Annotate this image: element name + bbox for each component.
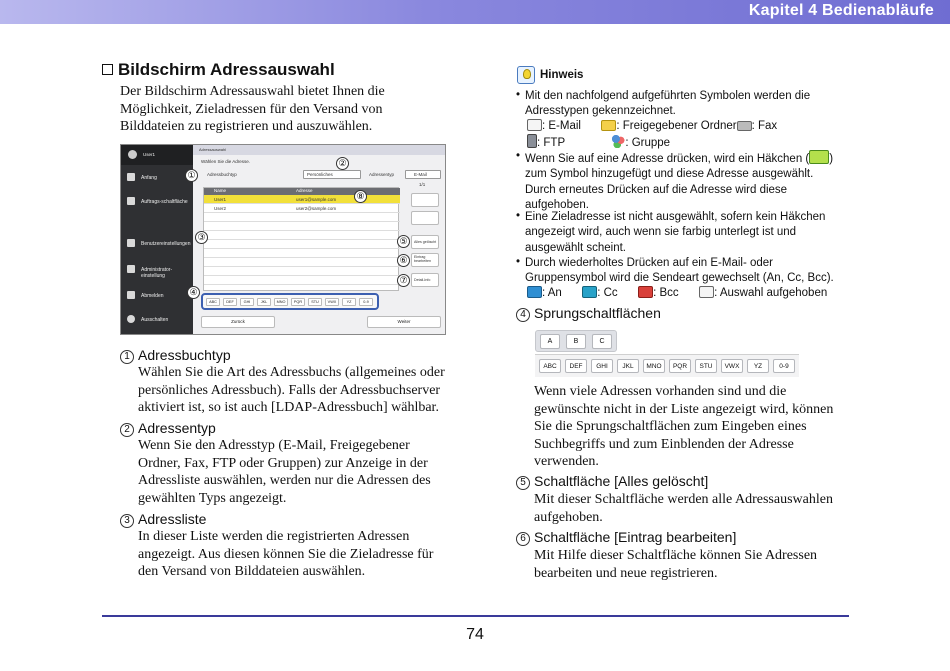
bullet-icon: •: [516, 256, 521, 268]
item-title-text: Adressentyp: [138, 420, 216, 436]
desc-line: verwenden.: [534, 454, 599, 469]
callout-7: ⑦: [397, 274, 410, 287]
edit-entry-label: Eintrag bearbeiten: [414, 255, 431, 263]
screenshot-address-list: [203, 187, 399, 291]
bullet-icon: •: [516, 210, 521, 222]
symbol-label: : Cc: [597, 287, 618, 299]
section-title-text: Bildschirm Adressauswahl: [118, 60, 335, 79]
screenshot-sidebar-item: [121, 193, 193, 211]
desc-line: In dieser Liste werden die registrierten Adressen: [138, 529, 410, 544]
addresstype-select: [405, 170, 441, 179]
list-row: [204, 231, 400, 240]
intro-line: Der Bildschirm Adressauswahl bietet Ihnen die: [120, 84, 385, 99]
item-title-text: Schaltfläche [Eintrag bearbeiten]: [534, 529, 737, 545]
mail-icon: [527, 119, 542, 131]
to-icon: [527, 286, 542, 298]
symbol-label: : FTP: [537, 137, 565, 149]
page-count: 1/1: [419, 182, 426, 187]
row-address: user2@sample.com: [296, 206, 337, 211]
screenshot-sidebar-item: [121, 311, 193, 329]
item-5-desc: [534, 491, 833, 526]
ftp-icon: [527, 134, 537, 148]
sidebar-label: Abmelden: [141, 293, 164, 299]
detail-info-button: [411, 273, 439, 287]
jump-key: 0-9: [359, 298, 373, 306]
item-title-text: Adressbuchtyp: [138, 347, 231, 363]
jump-bar-key: JKL: [617, 359, 639, 373]
list-row: [204, 249, 400, 258]
list-row: [204, 258, 400, 267]
item-5-title: [516, 473, 708, 490]
jump-bar-key: ABC: [539, 359, 561, 373]
hint-bullet-2: [525, 150, 833, 213]
desc-line: Mit Hilfe dieser Schaltfläche können Sie Adressen: [534, 548, 818, 563]
hint-line: ausgewählt scheint.: [525, 241, 627, 254]
desc-line: gewünschte nicht in der Liste angezeigt wird, können: [534, 401, 834, 417]
jump-bar-key: VWX: [721, 359, 743, 373]
jump-popup-key: C: [592, 334, 612, 349]
item-2-desc: [138, 437, 431, 507]
callout-1: ①: [185, 169, 198, 182]
hint-line: Gruppensymbol wird die Sendeart gewechselt (An, Cc, Bcc).: [525, 272, 834, 285]
callout-8: ⑧: [354, 190, 367, 203]
hint-bullet-1: [525, 89, 810, 120]
screenshot-user: [121, 145, 193, 165]
desc-line: Adressliste auswählen, werden nur die Adressen des: [138, 473, 431, 488]
hint-line: zum Symbol hinzugefügt und diese Adresse ausgewählt.: [525, 168, 814, 181]
hint-line: aufgehoben.: [525, 198, 589, 211]
hint-icon: [517, 66, 535, 84]
item-number: 1: [120, 350, 134, 364]
scroll-up-button: [411, 193, 439, 207]
bullet-icon: •: [516, 89, 521, 101]
symbol-label: : Freigegebener Ordner: [616, 120, 737, 132]
jump-key: VWX: [325, 298, 339, 306]
jump-bar-key: PQR: [669, 359, 691, 373]
bullet-icon: •: [516, 150, 521, 162]
item-number: 5: [516, 476, 530, 490]
jump-bar-key: YZ: [747, 359, 769, 373]
symbol-label: : An: [542, 287, 562, 299]
back-button: [201, 316, 275, 328]
logout-icon: [127, 291, 135, 299]
item-6-desc: [534, 547, 817, 582]
item-2-title: [120, 420, 216, 437]
sidebar-label: Anfang: [141, 175, 157, 181]
sidebar-label: Administrator-einstellung: [141, 267, 173, 279]
screenshot-sidebar-item: [121, 287, 193, 305]
jump-key: PQR: [291, 298, 305, 306]
section-title: [102, 60, 335, 80]
item-4-desc: [534, 383, 833, 471]
item-3-title: [120, 511, 206, 528]
next-label: Weiter: [397, 319, 411, 324]
list-row: [204, 267, 400, 276]
home-icon: [127, 173, 135, 181]
desc-line: Sie die Sprungschaltflächen zum Eingeben eines: [534, 419, 807, 434]
desc-line: den Versand von Bilddateien auswählen.: [138, 564, 366, 579]
hint-line: ): [829, 153, 834, 165]
screenshot-sidebar: [121, 145, 193, 335]
hint-line: Wenn Sie auf eine Adresse drücken, wird ein Häkchen (: [525, 153, 810, 165]
symbol-row-2: [527, 134, 670, 151]
list-row: [204, 213, 400, 222]
intro-paragraph: [120, 83, 385, 136]
addressbook-label: Adressbuchtyp: [207, 172, 237, 177]
scroll-down-button: [411, 211, 439, 225]
item-number: 4: [516, 308, 530, 322]
jump-buttons-image: [535, 330, 799, 377]
sidebar-label: Ausschalten: [141, 317, 169, 323]
jump-popup-key: A: [540, 334, 560, 349]
symbol-label: : Auswahl aufgehoben: [714, 287, 828, 299]
item-3-desc: [138, 528, 433, 581]
hint-line: Mit den nachfolgend aufgeführten Symbolen werden die: [525, 90, 811, 102]
jump-bar: [535, 354, 799, 377]
screenshot-sidebar-item: [121, 261, 193, 279]
clear-icon: [699, 286, 714, 298]
addresstype-label: Adressentyp: [369, 172, 395, 177]
callout-4: ④: [187, 286, 200, 299]
user-settings-icon: [127, 239, 135, 247]
row-address: user1@sample.com: [296, 197, 337, 202]
desc-line: Suchbegriffs und zum Einblenden der Adresse: [534, 436, 794, 452]
item-title-text: Schaltfläche [Alles gelöscht]: [534, 473, 709, 489]
screenshot-sidebar-item: [121, 169, 193, 187]
desc-line: Ordner, Fax, FTP oder Gruppen) zur Anzeige in der: [138, 455, 428, 471]
desc-line: Wenn viele Adressen vorhanden sind und die: [534, 384, 787, 399]
hint-line: angezeigt wird, auch wenn sie farbig unterlegt ist und: [525, 226, 797, 239]
chapter-title: Kapitel 4 Bedienabläufe: [748, 2, 934, 19]
job-button-icon: [127, 197, 135, 205]
row-name: User2: [214, 206, 227, 211]
hint-line: Durch erneutes Drücken auf die Adresse wird diese: [525, 183, 788, 196]
bcc-icon: [638, 286, 653, 298]
symbol-label: : Fax: [751, 120, 778, 132]
item-4-title: [516, 305, 661, 322]
page-number: 74: [466, 626, 484, 643]
clear-all-label: Alles gelöscht: [414, 240, 437, 244]
sidebar-label: Benutzereinstellungen: [141, 241, 191, 247]
detail-info-label: Detail-Info: [414, 278, 431, 282]
list-header: [204, 188, 400, 195]
sidebar-label: Auftrags-schaltfläche: [141, 199, 188, 205]
screenshot-sidebar-item: [121, 235, 193, 253]
jump-key: GHI: [240, 298, 254, 306]
symbol-label: : Bcc: [653, 287, 679, 299]
edit-entry-button: [411, 253, 439, 267]
symbol-label: : Gruppe: [625, 137, 671, 149]
jump-key: STU: [308, 298, 322, 306]
hint-line: Eine Zieladresse ist nicht ausgewählt, sofern kein Häkchen: [525, 211, 826, 223]
item-number: 3: [120, 514, 134, 528]
jump-bar-key: 0-9: [773, 359, 795, 373]
screenshot-prompt: Wählen Sie die Adresse.: [201, 159, 251, 164]
jump-popup: [535, 330, 617, 352]
jump-key: MNO: [274, 298, 288, 306]
desc-line: persönliches Adressbuch). Falls der Adressbuchserver: [138, 382, 441, 398]
addresstype-value: E-Mail: [414, 172, 427, 177]
desc-line: gewählten Typs angezeigt.: [138, 490, 287, 506]
item-1-title: [120, 347, 231, 364]
desc-line: bearbeiten und neue registrieren.: [534, 565, 718, 581]
jump-buttons-bar: [201, 293, 379, 310]
item-number: 6: [516, 532, 530, 546]
admin-settings-icon: [127, 265, 135, 273]
item-title-text: Adressliste: [138, 511, 207, 527]
jump-bar-key: MNO: [643, 359, 665, 373]
check-icon: [809, 150, 829, 164]
footer-rule: [102, 615, 849, 617]
symbol-label: : E-Mail: [542, 120, 581, 132]
jump-bar-key: DEF: [565, 359, 587, 373]
checkbox-bullet-icon: [102, 64, 113, 75]
jump-key: ABC: [206, 298, 220, 306]
desc-line: angezeigt. Aus diesen können Sie die Zieladresse für: [138, 546, 434, 562]
screenshot-titlebar: Adressauswahl: [193, 145, 446, 155]
power-icon: [127, 315, 135, 323]
item-1-desc: [138, 364, 445, 417]
callout-5: ⑤: [397, 235, 410, 248]
folder-icon: [601, 120, 616, 131]
list-row: [204, 240, 400, 249]
address-selection-screenshot: [120, 144, 446, 335]
addressbook-value: Persönliches: [307, 172, 333, 177]
user-icon: [128, 150, 137, 159]
intro-line: Möglichkeit, Zieladressen für den Versand von: [120, 101, 383, 117]
list-row: [204, 276, 400, 285]
hint-line: Durch wiederholtes Drücken auf ein E-Mail- oder: [525, 257, 773, 269]
jump-bar-key: GHI: [591, 359, 613, 373]
jump-key: DEF: [223, 298, 237, 306]
symbol-row-3: [527, 286, 827, 301]
chapter-header-bar: [0, 0, 950, 24]
list-row: [204, 204, 400, 213]
group-icon: [611, 134, 625, 148]
hint-title: Hinweis: [540, 69, 584, 81]
list-row: [204, 195, 400, 204]
row-name: User1: [214, 197, 227, 202]
item-number: 2: [120, 423, 134, 437]
addressbook-select: [303, 170, 361, 179]
callout-2: ②: [336, 157, 349, 170]
intro-line: Bilddateien zu registrieren und auszuwählen.: [120, 119, 373, 134]
col-name: Name: [214, 188, 227, 193]
hint-bullet-4: [525, 256, 834, 287]
callout-3: ③: [195, 231, 208, 244]
fax-icon: [737, 121, 752, 131]
desc-line: Wählen Sie die Art des Adressbuchs (allgemeines oder: [138, 365, 445, 380]
jump-popup-key: B: [566, 334, 586, 349]
screenshot-user-name: User1: [143, 152, 156, 157]
hint-bullet-3: [525, 210, 825, 256]
back-label: Zurück: [231, 319, 245, 324]
desc-line: Wenn Sie den Adresstyp (E-Mail, Freigegebener: [138, 438, 410, 453]
desc-line: aufgehoben.: [534, 509, 603, 525]
clear-all-button: [411, 235, 439, 249]
hint-line: Adresstypen gekennzeichnet.: [525, 105, 676, 118]
list-row: [204, 222, 400, 231]
item-title-text: Sprungschaltflächen: [534, 305, 661, 321]
desc-line: aktiviert ist, so ist auch [LDAP-Adressbuch] wählbar.: [138, 400, 439, 415]
desc-line: Mit dieser Schaltfläche werden alle Adressauswahlen: [534, 492, 833, 507]
symbol-row-1: [527, 119, 777, 134]
next-button: [367, 316, 441, 328]
col-address: Adresse: [296, 188, 313, 193]
jump-key: YZ: [342, 298, 356, 306]
jump-key: JKL: [257, 298, 271, 306]
cc-icon: [582, 286, 597, 298]
jump-bar-key: STU: [695, 359, 717, 373]
callout-6: ⑥: [397, 254, 410, 267]
item-6-title: [516, 529, 736, 546]
